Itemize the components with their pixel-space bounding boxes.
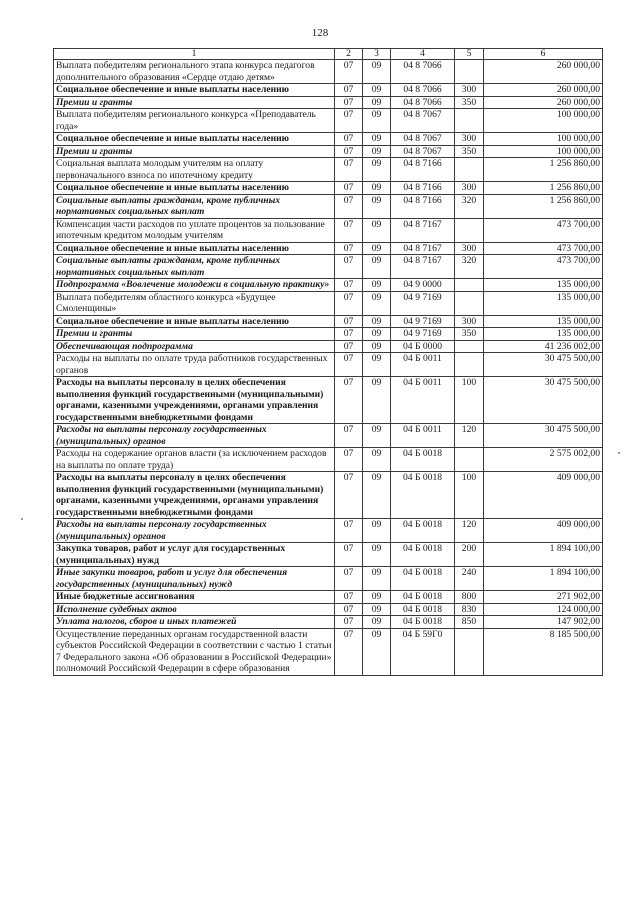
row-expense-type-cell [455,60,484,84]
row-subsection-cell: 09 [363,158,391,182]
row-section-cell: 07 [335,628,363,675]
row-name-cell: Социальное обеспечение и иные выплаты населению [54,133,335,146]
table-row [54,328,603,341]
row-section-cell: 07 [335,377,363,424]
row-name-cell: Социальное обеспечение и иные выплаты населению [54,84,335,97]
row-expense-type-cell: 300 [455,315,484,328]
table-row [54,291,603,315]
table-row [54,96,603,109]
row-expense-type-cell: 350 [455,328,484,341]
row-subsection-cell: 09 [363,567,391,591]
row-amount-cell: 8 185 500,00 [484,628,603,675]
table-row [54,628,603,675]
row-subsection-cell: 09 [363,109,391,133]
row-section-cell: 07 [335,109,363,133]
table-body [54,60,603,676]
row-subsection-cell: 09 [363,616,391,629]
table-row [54,543,603,567]
row-name-cell: Социальное обеспечение и иные выплаты населению [54,182,335,195]
row-section-cell: 07 [335,279,363,292]
row-target-article-cell: 04 8 7067 [391,145,455,158]
row-name-cell: Расходы на содержание органов власти (за исключением расходов на выплаты по оплате труда) [54,448,335,472]
row-amount-cell: 135 000,00 [484,291,603,315]
row-subsection-cell: 09 [363,353,391,377]
row-expense-type-cell: 300 [455,242,484,255]
row-target-article-cell: 04 8 7166 [391,182,455,195]
page-number: 128 [311,27,329,39]
row-target-article-cell: 04 8 7167 [391,218,455,242]
row-name-cell: Осуществление переданных органам государственной власти субъектов Российской Федерации в соответствии с частью 1 статьи 7 Федерального закона «Об образовании в Российской Федерации» полномочий Российской Федерации в сфере образования [54,628,335,675]
row-expense-type-cell [455,279,484,292]
row-expense-type-cell: 240 [455,567,484,591]
table-row [54,340,603,353]
row-amount-cell: 473 700,00 [484,255,603,279]
row-expense-type-cell [455,353,484,377]
row-amount-cell: 135 000,00 [484,279,603,292]
row-name-cell: Расходы на выплаты персоналу государственных (муниципальных) органов [54,424,335,448]
row-subsection-cell: 09 [363,145,391,158]
row-subsection-cell: 09 [363,315,391,328]
row-section-cell: 07 [335,255,363,279]
table-row [54,472,603,519]
row-expense-type-cell: 100 [455,377,484,424]
table-row [54,133,603,146]
row-amount-cell: 473 700,00 [484,218,603,242]
table-row [54,603,603,616]
row-target-article-cell: 04 Б 0011 [391,377,455,424]
row-amount-cell: 409 000,00 [484,519,603,543]
row-target-article-cell: 04 8 7167 [391,242,455,255]
column-header: 2 [335,49,363,60]
row-expense-type-cell: 350 [455,145,484,158]
row-subsection-cell: 09 [363,255,391,279]
row-subsection-cell: 09 [363,60,391,84]
table-row [54,448,603,472]
row-name-cell: Уплата налогов, сборов и иных платежей [54,616,335,629]
row-amount-cell: 100 000,00 [484,109,603,133]
budget-table [53,48,603,676]
row-name-cell: Расходы на выплаты персоналу в целях обеспечения выполнения функций государственными (муниципальными) органами, казенными учреждениями, органами управления государственными внебюджетными фондами [54,472,335,519]
table-row [54,315,603,328]
row-name-cell: Выплата победителям регионального конкурса «Преподаватель года» [54,109,335,133]
row-expense-type-cell [455,291,484,315]
row-subsection-cell: 09 [363,519,391,543]
row-target-article-cell: 04 8 7167 [391,255,455,279]
scan-speck [21,518,23,520]
row-subsection-cell: 09 [363,291,391,315]
row-subsection-cell: 09 [363,424,391,448]
row-amount-cell: 30 475 500,00 [484,377,603,424]
row-name-cell: Расходы на выплаты по оплате труда работников государственных органов [54,353,335,377]
row-name-cell: Социальное обеспечение и иные выплаты населению [54,315,335,328]
row-target-article-cell: 04 Б 0000 [391,340,455,353]
row-name-cell: Премии и гранты [54,328,335,341]
row-amount-cell: 30 475 500,00 [484,424,603,448]
row-amount-cell: 260 000,00 [484,60,603,84]
row-expense-type-cell: 100 [455,472,484,519]
row-target-article-cell: 04 9 7169 [391,315,455,328]
row-name-cell: Исполнение судебных актов [54,603,335,616]
table-row [54,242,603,255]
row-expense-type-cell: 850 [455,616,484,629]
table-row [54,567,603,591]
row-name-cell: Социальные выплаты гражданам, кроме публичных нормативных социальных выплат [54,194,335,218]
row-subsection-cell: 09 [363,472,391,519]
row-name-cell: Иные бюджетные ассигнования [54,591,335,604]
row-section-cell: 07 [335,567,363,591]
row-amount-cell: 30 475 500,00 [484,353,603,377]
row-subsection-cell: 09 [363,328,391,341]
row-section-cell: 07 [335,340,363,353]
row-target-article-cell: 04 9 7169 [391,328,455,341]
row-subsection-cell: 09 [363,543,391,567]
row-expense-type-cell: 300 [455,84,484,97]
table-row [54,353,603,377]
table-row [54,158,603,182]
row-target-article-cell: 04 Б 0018 [391,472,455,519]
row-subsection-cell: 09 [363,340,391,353]
row-amount-cell: 100 000,00 [484,145,603,158]
row-expense-type-cell [455,628,484,675]
row-subsection-cell: 09 [363,96,391,109]
row-amount-cell: 260 000,00 [484,96,603,109]
row-name-cell: Закупка товаров, работ и услуг для государственных (муниципальных) нужд [54,543,335,567]
row-section-cell: 07 [335,158,363,182]
row-name-cell: Расходы на выплаты персоналу в целях обеспечения выполнения функций государственными (муниципальными) органами, казенными учреждениями, органами управления государственными внебюджетными фондами [54,377,335,424]
table-row [54,377,603,424]
row-amount-cell: 1 256 860,00 [484,182,603,195]
row-section-cell: 07 [335,194,363,218]
row-section-cell: 07 [335,182,363,195]
row-target-article-cell: 04 8 7067 [391,109,455,133]
row-section-cell: 07 [335,218,363,242]
row-amount-cell: 409 000,00 [484,472,603,519]
row-amount-cell: 135 000,00 [484,328,603,341]
row-target-article-cell: 04 8 7166 [391,194,455,218]
row-target-article-cell: 04 8 7066 [391,96,455,109]
row-target-article-cell: 04 Б 59Г0 [391,628,455,675]
table-row [54,255,603,279]
row-name-cell: Выплата победителям регионального этапа конкурса педагогов дополнительного образования «Сердце отдаю детям» [54,60,335,84]
row-section-cell: 07 [335,84,363,97]
row-name-cell: Подпрограмма «Вовлечение молодежи в социальную практику» [54,279,335,292]
row-target-article-cell: 04 Б 0018 [391,519,455,543]
row-section-cell: 07 [335,353,363,377]
column-header: 5 [455,49,484,60]
row-target-article-cell: 04 8 7066 [391,60,455,84]
table-row [54,182,603,195]
row-subsection-cell: 09 [363,242,391,255]
row-target-article-cell: 04 Б 0018 [391,616,455,629]
row-subsection-cell: 09 [363,182,391,195]
row-name-cell: Иные закупки товаров, работ и услуг для обеспечения государственных (муниципальных) нужд [54,567,335,591]
row-expense-type-cell: 120 [455,519,484,543]
row-subsection-cell: 09 [363,628,391,675]
row-target-article-cell: 04 Б 0018 [391,543,455,567]
row-expense-type-cell [455,448,484,472]
row-amount-cell: 41 236 002,00 [484,340,603,353]
row-amount-cell: 1 894 100,00 [484,543,603,567]
row-target-article-cell: 04 8 7166 [391,158,455,182]
scan-speck [618,452,620,454]
row-amount-cell: 260 000,00 [484,84,603,97]
row-expense-type-cell: 300 [455,133,484,146]
row-section-cell: 07 [335,616,363,629]
column-header: 4 [391,49,455,60]
row-name-cell: Социальная выплата молодым учителям на оплату первоначального взноса по ипотечному кредиту [54,158,335,182]
row-target-article-cell: 04 9 0000 [391,279,455,292]
row-expense-type-cell: 800 [455,591,484,604]
row-name-cell: Премии и гранты [54,145,335,158]
row-section-cell: 07 [335,448,363,472]
row-target-article-cell: 04 9 7169 [391,291,455,315]
column-header: 6 [484,49,603,60]
row-expense-type-cell: 200 [455,543,484,567]
row-target-article-cell: 04 Б 0018 [391,603,455,616]
row-amount-cell: 135 000,00 [484,315,603,328]
row-target-article-cell: 04 Б 0011 [391,353,455,377]
row-name-cell: Компенсация части расходов по уплате процентов за пользование ипотечным кредитом молодым учителям [54,218,335,242]
row-name-cell: Расходы на выплаты персоналу государственных (муниципальных) органов [54,519,335,543]
row-expense-type-cell: 320 [455,255,484,279]
column-number-row [54,49,603,60]
row-amount-cell: 271 902,00 [484,591,603,604]
row-target-article-cell: 04 8 7066 [391,84,455,97]
row-amount-cell: 147 902,00 [484,616,603,629]
row-subsection-cell: 09 [363,377,391,424]
row-subsection-cell: 09 [363,84,391,97]
row-section-cell: 07 [335,291,363,315]
row-name-cell: Премии и гранты [54,96,335,109]
row-section-cell: 07 [335,145,363,158]
table-row [54,60,603,84]
row-subsection-cell: 09 [363,603,391,616]
row-subsection-cell: 09 [363,194,391,218]
row-section-cell: 07 [335,60,363,84]
row-section-cell: 07 [335,591,363,604]
row-name-cell: Социальные выплаты гражданам, кроме публичных нормативных социальных выплат [54,255,335,279]
row-expense-type-cell [455,158,484,182]
row-section-cell: 07 [335,315,363,328]
column-header: 3 [363,49,391,60]
row-subsection-cell: 09 [363,133,391,146]
row-name-cell: Обеспечивающая подпрограмма [54,340,335,353]
row-section-cell: 07 [335,96,363,109]
table-row [54,84,603,97]
table-row [54,616,603,629]
row-expense-type-cell: 120 [455,424,484,448]
table-row [54,194,603,218]
row-name-cell: Социальное обеспечение и иные выплаты населению [54,242,335,255]
row-target-article-cell: 04 8 7067 [391,133,455,146]
row-subsection-cell: 09 [363,448,391,472]
table-row [54,218,603,242]
table-row [54,424,603,448]
row-section-cell: 07 [335,543,363,567]
row-amount-cell: 100 000,00 [484,133,603,146]
row-amount-cell: 124 000,00 [484,603,603,616]
row-target-article-cell: 04 Б 0018 [391,448,455,472]
row-section-cell: 07 [335,472,363,519]
row-target-article-cell: 04 Б 0018 [391,591,455,604]
row-section-cell: 07 [335,603,363,616]
column-header: 1 [54,49,335,60]
row-expense-type-cell: 320 [455,194,484,218]
row-expense-type-cell [455,340,484,353]
row-amount-cell: 1 256 860,00 [484,194,603,218]
row-expense-type-cell [455,218,484,242]
row-amount-cell: 473 700,00 [484,242,603,255]
row-name-cell: Выплата победителям областного конкурса «Будущее Смоленщины» [54,291,335,315]
row-amount-cell: 2 575 002,00 [484,448,603,472]
table-row [54,591,603,604]
row-subsection-cell: 09 [363,591,391,604]
row-expense-type-cell [455,109,484,133]
row-section-cell: 07 [335,328,363,341]
row-expense-type-cell: 350 [455,96,484,109]
table-row [54,109,603,133]
table-row [54,279,603,292]
row-subsection-cell: 09 [363,279,391,292]
row-amount-cell: 1 256 860,00 [484,158,603,182]
table-row [54,145,603,158]
row-target-article-cell: 04 Б 0011 [391,424,455,448]
row-target-article-cell: 04 Б 0018 [391,567,455,591]
row-amount-cell: 1 894 100,00 [484,567,603,591]
row-section-cell: 07 [335,519,363,543]
row-section-cell: 07 [335,133,363,146]
row-section-cell: 07 [335,424,363,448]
table-row [54,519,603,543]
row-section-cell: 07 [335,242,363,255]
row-expense-type-cell: 300 [455,182,484,195]
row-expense-type-cell: 830 [455,603,484,616]
row-subsection-cell: 09 [363,218,391,242]
